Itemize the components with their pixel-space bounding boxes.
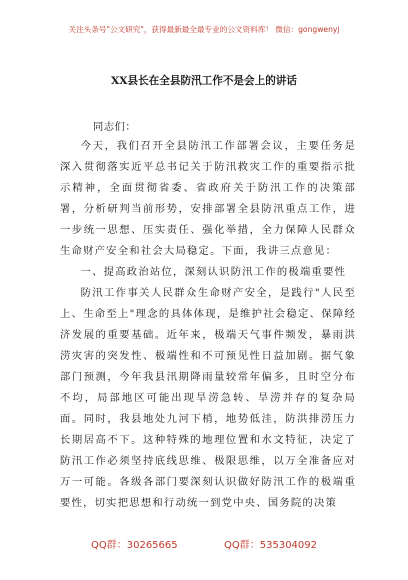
document-body: [60, 136, 356, 514]
header-notice: 关注头条号"公文研究"，获得最新最全最专业的公文资料库！ 微信：gongwenyj: [68, 25, 340, 34]
paragraph-intro: 今天，我们召开全县防汛工作部署会议，主要任务是深入贯彻落实近平总书记关于防汛救灾工作的重要指示批示精神，全面贯彻省委、省政府关于防汛工作的决策部署，分析研判当前形势，安排部署全县防汛重点工作，进一步统一思想、压实责任、强化举措，全力保障人民群众生命财产安全和社会大局稳定。下面，我讲三点意见：: [60, 140, 356, 257]
footer-qq-group-1: QQ群：30265665: [90, 540, 178, 551]
greeting: 同志们：: [93, 121, 137, 133]
footer-qq-group-2: QQ群：535304092: [224, 540, 318, 551]
section-heading-1: 一、提高政治站位，深刻认识防汛工作的极端重要性: [80, 266, 347, 278]
paragraph-section-1: 防汛工作事关人民群众生命财产安全，是践行"人民至上、生命至上"理念的具体体现，是维护社会稳定、保障经济发展的重要基础。近年来，极端天气事件频发，暴雨洪涝灾害的突发性、极端性和不可预见性日益加剧。据气象部门预测，今年我县汛期降雨量较常年偏多，且时空分布不均，局部地区可能出现旱涝急转、旱涝并存的复杂局面。同时，我县地处九河下梢，地势低洼，防洪排涝压力长期居高不下。这种特殊的地理位置和水文特征，决定了防汛工作必须坚持底线思维、极限思维，以万全准备应对万一可能。各级各部门要深刻认识做好防汛工作的极端重要性，切实把思想和行动统一到党中央、国务院的决策: [60, 287, 356, 509]
document-title: XX县长在全县防汛工作不是会上的讲话: [111, 75, 297, 87]
footer-contacts: [0, 536, 408, 551]
